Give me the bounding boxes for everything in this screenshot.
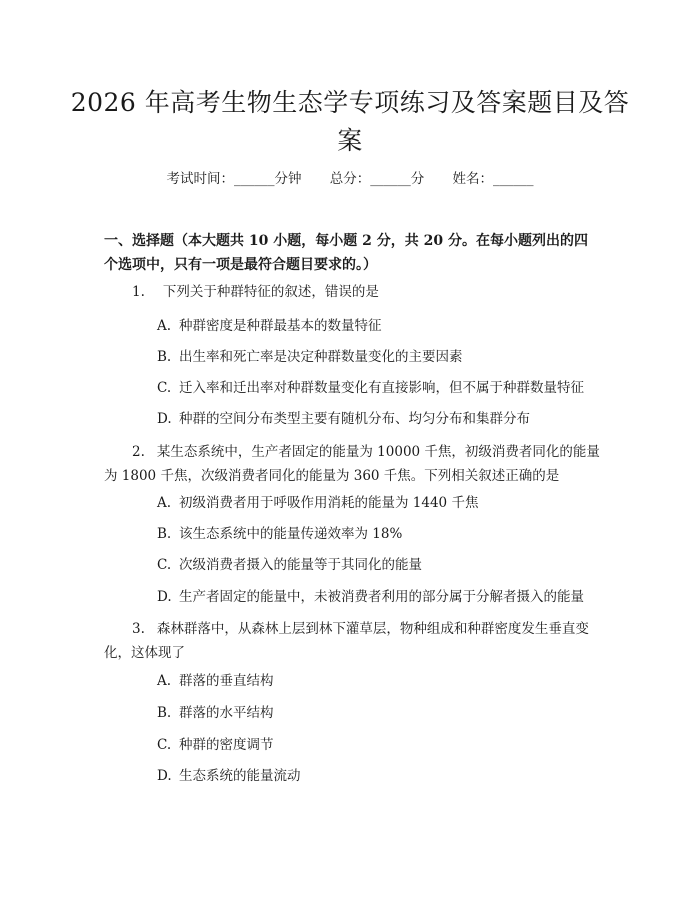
question-text: 下列关于种群特征的叙述，错误的是 — [162, 284, 379, 300]
option-letter: D. — [157, 589, 172, 605]
option-letter: D. — [157, 411, 172, 427]
answer-option — [157, 671, 607, 691]
answer-option — [157, 555, 607, 575]
section-heading: 一、选择题（本大题共 10 小题，每小题 2 分，共 20 分。在每小题列出的四个选项中，只有一项是最符合题目要求的。） — [104, 233, 588, 273]
answer-option — [157, 524, 607, 544]
option-letter: A. — [157, 673, 172, 689]
option-letter: B. — [157, 526, 172, 542]
question-number: 3. — [132, 621, 145, 637]
name-field: 姓名：______ — [452, 171, 534, 187]
answer-option — [157, 493, 607, 513]
total-score-field: 总分：______分 — [329, 171, 425, 187]
option-text: 种群的密度调节 — [179, 737, 274, 753]
answer-option — [157, 347, 607, 367]
exam-info-line — [0, 170, 700, 188]
option-letter: A. — [157, 318, 172, 334]
option-letter: A. — [157, 495, 172, 511]
answer-option — [157, 735, 607, 755]
option-text: 生态系统的能量流动 — [179, 768, 301, 784]
option-text: 生产者固定的能量中，未被消费者利用的部分属于分解者摄入的能量 — [179, 589, 584, 605]
option-letter: B. — [157, 349, 172, 365]
option-letter: C. — [157, 380, 172, 396]
answer-option — [157, 409, 607, 429]
answer-option — [157, 378, 607, 398]
option-letter: C. — [157, 557, 172, 573]
option-text: 出生率和死亡率是决定种群数量变化的主要因素 — [179, 349, 463, 365]
option-letter: C. — [157, 737, 172, 753]
option-text: 迁入率和迁出率对种群数量变化有直接影响，但不属于种群数量特征 — [179, 380, 584, 396]
document-title: 2026 年高考生物生态学专项练习及答案题目及答案 — [70, 88, 630, 155]
question-stem — [104, 280, 600, 304]
answer-option — [157, 587, 607, 607]
question-number: 2. — [132, 444, 145, 460]
answer-option — [157, 316, 607, 336]
question-number: 1. — [132, 284, 145, 300]
option-text: 种群的空间分布类型主要有随机分布、均匀分布和集群分布 — [179, 411, 530, 427]
option-text: 该生态系统中的能量传递效率为 18% — [179, 526, 403, 542]
option-letter: D. — [157, 768, 172, 784]
question-stem — [104, 440, 600, 488]
option-text: 种群密度是种群最基本的数量特征 — [179, 318, 382, 334]
question-stem — [104, 617, 600, 665]
answer-option — [157, 703, 607, 723]
option-text: 初级消费者用于呼吸作用消耗的能量为 1440 千焦 — [179, 495, 479, 511]
exam-time-field: 考试时间：______分钟 — [166, 171, 302, 187]
option-text: 群落的水平结构 — [179, 705, 274, 721]
option-text: 次级消费者摄入的能量等于其同化的能量 — [179, 557, 422, 573]
answer-option — [157, 766, 607, 786]
option-text: 群落的垂直结构 — [179, 673, 274, 689]
question-text: 森林群落中，从森林上层到林下灌草层，物种组成和种群密度发生垂直变化，这体现了 — [104, 621, 589, 661]
question-text: 某生态系统中，生产者固定的能量为 10000 千焦，初级消费者同化的能量为 1800 千焦，次级消费者同化的能量为 360 千焦。下列相关叙述正确的是 — [104, 444, 600, 484]
option-letter: B. — [157, 705, 172, 721]
